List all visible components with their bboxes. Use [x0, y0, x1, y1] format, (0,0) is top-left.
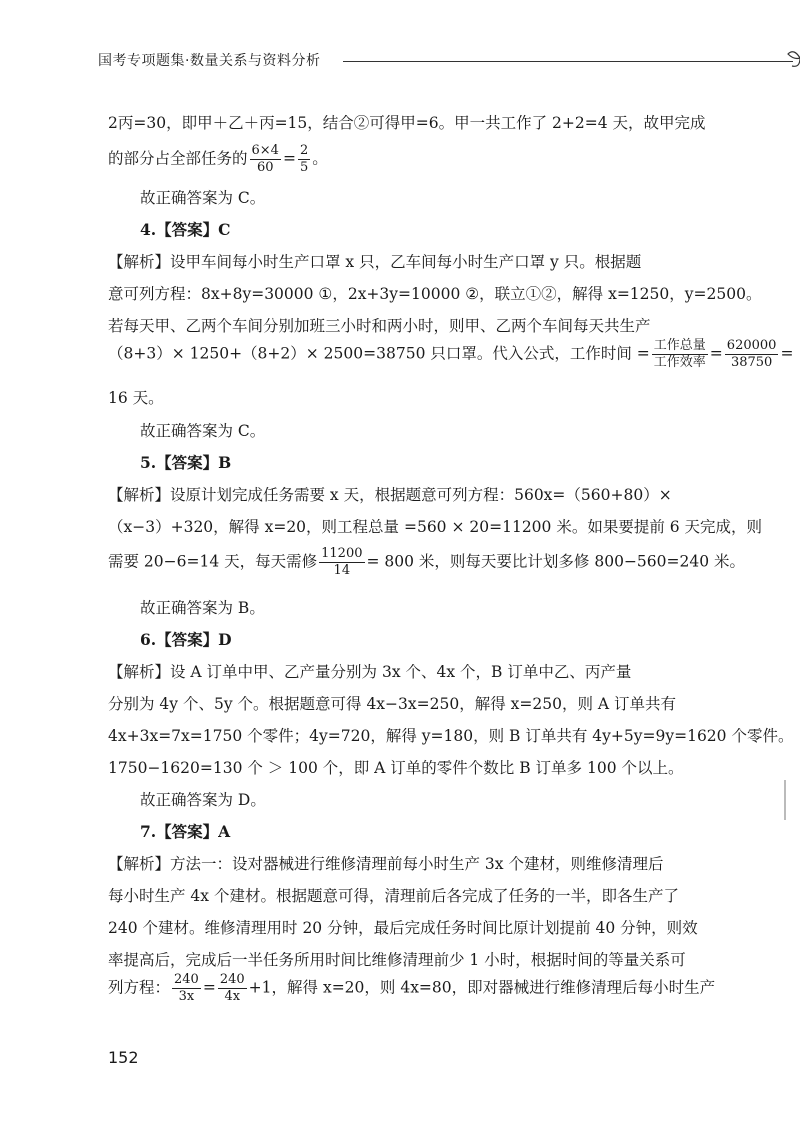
fraction — [172, 972, 201, 1005]
fraction-numerator: 6×4 — [251, 143, 279, 158]
text-segment: +1，解得 x=20，则 4x=80，即对器械进行维修清理后每小时生产 — [248, 978, 716, 997]
header-rule — [343, 61, 793, 62]
text-segment: = — [282, 149, 296, 168]
text-line: 若每天甲、乙两个车间分别加班三小时和两小时，则甲、乙两个车间每天共生产 — [108, 317, 651, 335]
text-line: 故正确答案为 C。 — [140, 422, 266, 440]
text-segment: = — [780, 344, 794, 363]
fraction-numerator: 11200 — [321, 546, 363, 561]
text-line: 意可列方程：8x+8y=30000 ①，2x+3y=10000 ②，联立①②，解得 x=1250，y=2500。 — [108, 285, 762, 303]
fraction-numerator: 工作总量 — [653, 338, 706, 353]
text-line: 故正确答案为 C。 — [140, 189, 266, 207]
text-line-with-fraction — [108, 546, 745, 579]
header-title: 国考专项题集·数量关系与资料分析 — [98, 53, 321, 69]
text-line: 1750−1620=130 个 ＞ 100 个，即 A 订单的零件个数比 B 订单多 100 个以上。 — [108, 759, 684, 777]
fraction — [298, 143, 310, 176]
fraction — [319, 546, 364, 579]
text-segment: = 800 米，则每天要比计划多修 800−560=240 米。 — [366, 552, 746, 571]
answer-heading: 5.【答案】B — [140, 453, 232, 472]
text-line: 【解析】设甲车间每小时生产口罩 x 只，乙车间每小时生产口罩 y 只。根据题 — [108, 253, 642, 271]
fraction-denominator: 5 — [299, 160, 309, 175]
text-line: 故正确答案为 B。 — [140, 599, 265, 617]
answer-heading: 6.【答案】D — [140, 630, 232, 649]
text-line: 240 个建材。维修清理用时 20 分钟，最后完成任务时间比原计划提前 40 分钟，则效 — [108, 919, 698, 937]
text-line: 16 天。 — [108, 389, 164, 407]
text-line: 【解析】设 A 订单中甲、乙产量分别为 3x 个、4x 个，B 订单中乙、丙产量 — [108, 663, 632, 681]
fraction-denominator: 60 — [256, 160, 274, 175]
fraction — [250, 143, 281, 176]
fraction — [218, 972, 247, 1005]
text-segment: = — [709, 344, 723, 363]
text-line: 【解析】设原计划完成任务需要 x 天，根据题意可列方程：560x=（560+80）× — [108, 486, 672, 504]
text-line: 每小时生产 4x 个建材。根据题意可得，清理前后各完成了任务的一半，即各生产了 — [108, 887, 679, 905]
fraction-denominator: 38750 — [730, 355, 773, 370]
text-segment: = — [202, 978, 216, 997]
text-line: 4x+3x=7x=1750 个零件；4y=720，解得 y=180，则 B 订单共有 4y+5y=9y=1620 个零件。 — [108, 727, 794, 745]
fraction — [652, 338, 708, 371]
text-segment: 列方程： — [108, 978, 171, 997]
text-line: 2丙=30，即甲＋乙＋丙=15，结合②可得甲=6。甲一共工作了 2+2=4 天，故甲完成 — [108, 114, 706, 132]
answer-heading: 4.【答案】C — [140, 220, 231, 239]
fraction-numerator: 620000 — [726, 338, 777, 353]
fraction-numerator: 240 — [219, 972, 245, 987]
fraction-denominator: 3x — [178, 989, 195, 1004]
text-segment: 。 — [312, 149, 328, 168]
answer-heading: 7.【答案】A — [140, 822, 231, 841]
fraction-denominator: 工作效率 — [653, 355, 706, 370]
text-segment: 的部分占全部任务的 — [108, 149, 248, 168]
sprout-icon — [786, 44, 800, 74]
text-line: 【解析】方法一：设对器械进行维修清理前每小时生产 3x 个建材，则维修清理后 — [108, 855, 664, 873]
fraction-numerator: 2 — [299, 143, 309, 158]
text-line-with-fraction — [108, 143, 328, 176]
text-line: 故正确答案为 D。 — [140, 791, 266, 809]
text-segment: 需要 20−6=14 天，每天需修 — [108, 552, 318, 571]
fraction-denominator: 14 — [333, 563, 351, 578]
fraction — [725, 338, 779, 371]
text-line-with-fraction — [108, 972, 715, 1005]
fraction-denominator: 4x — [224, 989, 241, 1004]
text-segment: （8+3）× 1250+（8+2）× 2500=38750 只口罩。代入公式，工作时间 = — [108, 344, 650, 363]
text-line: （x−3）+320，解得 x=20，则工程总量 =560 × 20=11200 米。如果要提前 6 天完成，则 — [108, 518, 763, 536]
fraction-numerator: 240 — [174, 972, 199, 987]
scan-edge-mark — [784, 780, 786, 820]
running-header — [98, 44, 718, 74]
page-number: 152 — [108, 1048, 139, 1067]
text-line: 率提高后，完成后一半任务所用时间比维修清理前少 1 小时，根据时间的等量关系可 — [108, 951, 686, 969]
text-line: 分别为 4y 个、5y 个。根据题意可得 4x−3x=250，解得 x=250，则 A 订单共有 — [108, 695, 676, 713]
text-line-with-fraction — [108, 338, 793, 371]
